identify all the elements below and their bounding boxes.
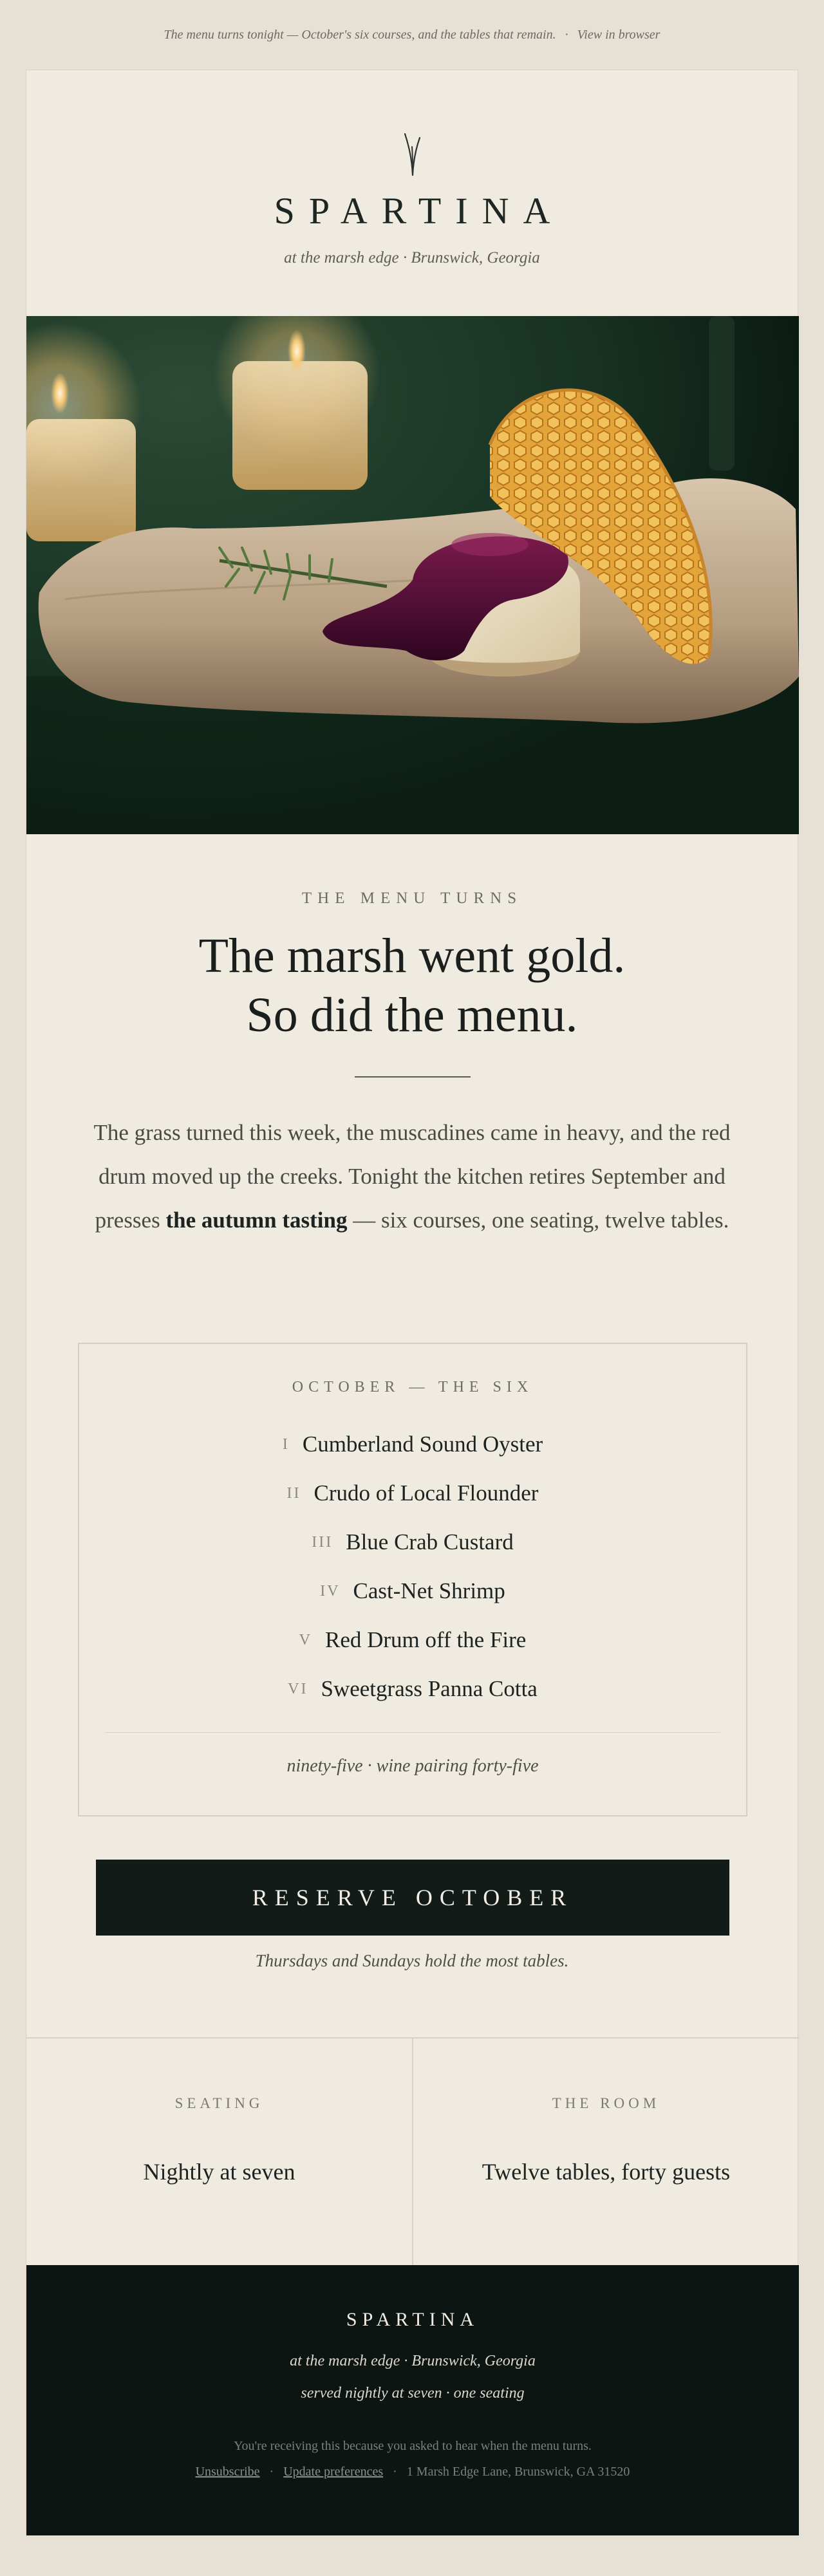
course-number: VI — [288, 1680, 308, 1697]
hero-dessert-illustration — [26, 316, 799, 834]
seating-value: Nightly at seven — [143, 2159, 295, 2185]
headline — [26, 926, 798, 1045]
lede-text-start: The grass turned this week, the muscadines came in heavy, and the red drum moved up the creeks. Tonight the kitchen retires September and presses — [93, 1120, 731, 1233]
unsubscribe-link[interactable]: Unsubscribe — [195, 2465, 260, 2479]
cta-note: Thursdays and Sundays hold the most tables. — [255, 1951, 569, 1970]
seating-column — [26, 2039, 412, 2265]
course-item — [79, 1518, 746, 1567]
course-item — [79, 1665, 746, 1713]
reserve-october-button[interactable]: RESERVE OCTOBER — [96, 1860, 729, 1936]
room-column — [412, 2039, 799, 2265]
footer-brand: SPARTINA — [346, 2309, 480, 2330]
course-item — [79, 1567, 746, 1616]
lede-text-end: — six courses, one seating, twelve tables. — [347, 1208, 729, 1233]
course-list — [79, 1420, 746, 1713]
course-number: V — [299, 1631, 312, 1648]
info-grid — [26, 2037, 799, 2265]
marsh-grass-icon — [403, 131, 422, 176]
course-name: Sweetgrass Panna Cotta — [321, 1676, 538, 1701]
hero-image — [26, 316, 799, 834]
course-name: Blue Crab Custard — [346, 1529, 514, 1554]
footer-links — [26, 2465, 799, 2479]
lede-emphasis: the autumn tasting — [165, 1208, 348, 1233]
email-card — [26, 70, 798, 2535]
headline-line-1: The marsh went gold. — [198, 929, 626, 983]
course-item — [79, 1469, 746, 1518]
view-in-browser-link[interactable]: View in browser — [577, 27, 660, 42]
brand-logo: SPARTINA — [274, 190, 565, 232]
footer-separator: · — [393, 2465, 397, 2479]
room-label: THE ROOM — [552, 2095, 660, 2111]
course-number: III — [312, 1533, 333, 1551]
course-item — [79, 1420, 746, 1469]
intro-paragraph — [91, 1111, 733, 1242]
course-name: Cast-Net Shrimp — [353, 1578, 505, 1603]
seating-label: SEATING — [174, 2095, 264, 2111]
room-value: Twelve tables, forty guests — [482, 2159, 731, 2185]
course-item — [79, 1616, 746, 1665]
course-name: Red Drum off the Fire — [324, 1627, 527, 1652]
footer-service: served nightly at seven · one seating — [301, 2385, 525, 2402]
menu-divider — [105, 1732, 720, 1733]
tagline: at the marsh edge · Brunswick, Georgia — [284, 249, 540, 266]
footer-notice: You're receiving this because you asked to hear when the menu turns. — [234, 2439, 592, 2453]
menu-price: ninety-five · wine pairing forty-five — [286, 1756, 539, 1776]
preheader-separator: · — [565, 27, 568, 42]
course-name: Crudo of Local Flounder — [314, 1480, 539, 1506]
course-number: II — [286, 1484, 301, 1502]
course-name: Cumberland Sound Oyster — [302, 1432, 543, 1457]
course-number: I — [282, 1435, 290, 1453]
headline-line-2: So did the menu. — [246, 988, 578, 1042]
footer-location: at the marsh edge · Brunswick, Georgia — [290, 2353, 536, 2369]
preheader-text: The menu turns tonight — October's six courses, and the tables that remain. — [164, 27, 556, 42]
menu-title: OCTOBER — THE SIX — [292, 1379, 534, 1395]
update-preferences-link[interactable]: Update preferences — [283, 2465, 384, 2479]
masthead — [26, 70, 798, 316]
section-kicker: THE MENU TURNS — [301, 890, 523, 907]
footer — [26, 2265, 799, 2535]
footer-separator: · — [269, 2465, 274, 2479]
divider-rule — [355, 1076, 471, 1078]
course-number: IV — [320, 1582, 341, 1600]
preheader — [0, 0, 824, 70]
menu-box — [78, 1343, 747, 1816]
footer-address: 1 Marsh Edge Lane, Brunswick, GA 31520 — [406, 2465, 630, 2479]
